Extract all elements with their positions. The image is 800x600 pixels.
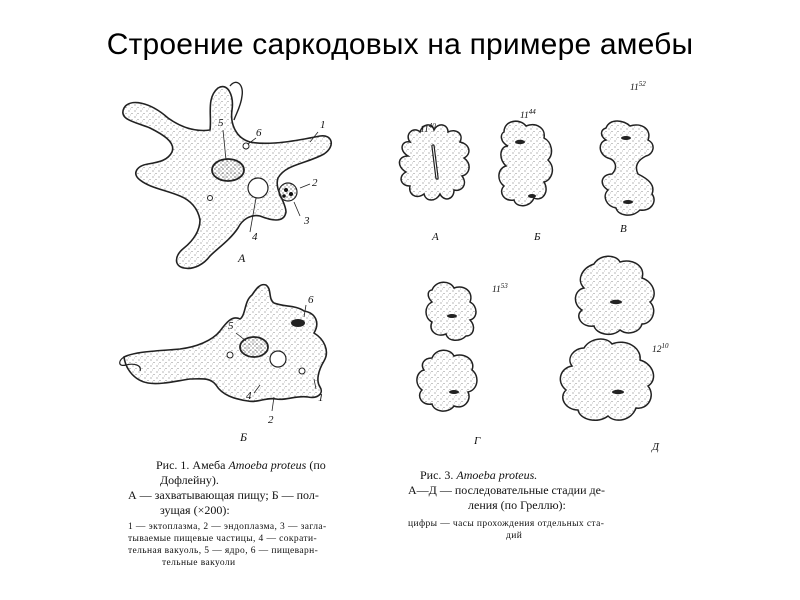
amoeba-b-label-6: 6 — [308, 294, 314, 306]
amoeba-b-label-1: 1 — [318, 392, 324, 404]
slide-title: Строение саркодовых на примере амебы — [106, 28, 694, 61]
amoeba-a-label-2: 2 — [312, 177, 318, 189]
fig3-caption-line4: цифры — часы прохождения отдельных ста- — [408, 519, 605, 529]
fig3-caption-line3: ления (по Греллю): — [468, 498, 566, 512]
fig1-caption-line4: зущая (×200): — [160, 503, 230, 517]
stage-a-label: А — [432, 231, 439, 243]
fig1-caption-prefix: Рис. 1. Амеба — [156, 458, 226, 472]
stage-a-time: $11^{40}$ — [420, 122, 436, 135]
amoeba-a-label-4: 4 — [252, 231, 258, 243]
fig1-caption-line8: тельные вакуоли — [162, 557, 236, 568]
stage-b-label: Б — [534, 231, 541, 243]
stage-g-label: Г — [474, 435, 481, 447]
stage-b-time: $11^{44}$ — [520, 108, 536, 121]
fig3-caption-prefix: Рис. 3. — [420, 468, 454, 482]
amoeba-a-stage-label: А — [238, 251, 246, 265]
figure3-caption — [408, 468, 668, 543]
amoeba-b-illustration — [120, 275, 360, 450]
amoeba-a-label-6: 6 — [256, 127, 262, 139]
stage-c-time: $11^{52}$ — [630, 80, 646, 93]
fig1-caption-line3: А — захватывающая пищу; Б — пол- — [128, 488, 319, 502]
fig3-caption-line2: А—Д — последовательные стадии де- — [408, 483, 605, 497]
figure1-caption — [118, 458, 380, 570]
amoeba-a-label-3: 3 — [304, 215, 310, 227]
amoeba-a-label-5: 5 — [218, 117, 224, 129]
amoeba-b-label-4: 4 — [246, 390, 252, 402]
fig1-caption-line7: тельная вакуоль, 5 — ядро, 6 — пищеварн- — [128, 545, 319, 556]
amoeba-b-stage-label: Б — [240, 430, 248, 444]
fig3-caption-line5: дий — [506, 530, 523, 541]
amoeba-a-label-1: 1 — [320, 119, 326, 131]
fig1-caption-line6: тываемые пищевые частицы, 4 — сократи- — [128, 533, 318, 544]
amoeba-b-label-5: 5 — [228, 320, 234, 332]
fig3-caption-species: Amoeba proteus. — [456, 468, 538, 482]
fig1-caption-species: Amoeba proteus — [228, 458, 307, 472]
fig1-caption-line5: 1 — эктоплазма, 2 — эндоплазма, 3 — загла- — [128, 522, 327, 532]
amoeba-b-label-2: 2 — [268, 414, 274, 426]
stage-d-label: Д — [652, 441, 659, 453]
stage-c-label: В — [620, 223, 627, 235]
stage-g-time: $11^{53}$ — [492, 282, 508, 295]
fig1-caption-suffix: (по — [309, 458, 326, 472]
stage-d-time: $12^{10}$ — [652, 342, 669, 355]
fig1-caption-line2: Дофлейну). — [160, 473, 219, 487]
amoeba-a-illustration — [110, 80, 350, 280]
division-stages-illustration — [380, 80, 700, 465]
